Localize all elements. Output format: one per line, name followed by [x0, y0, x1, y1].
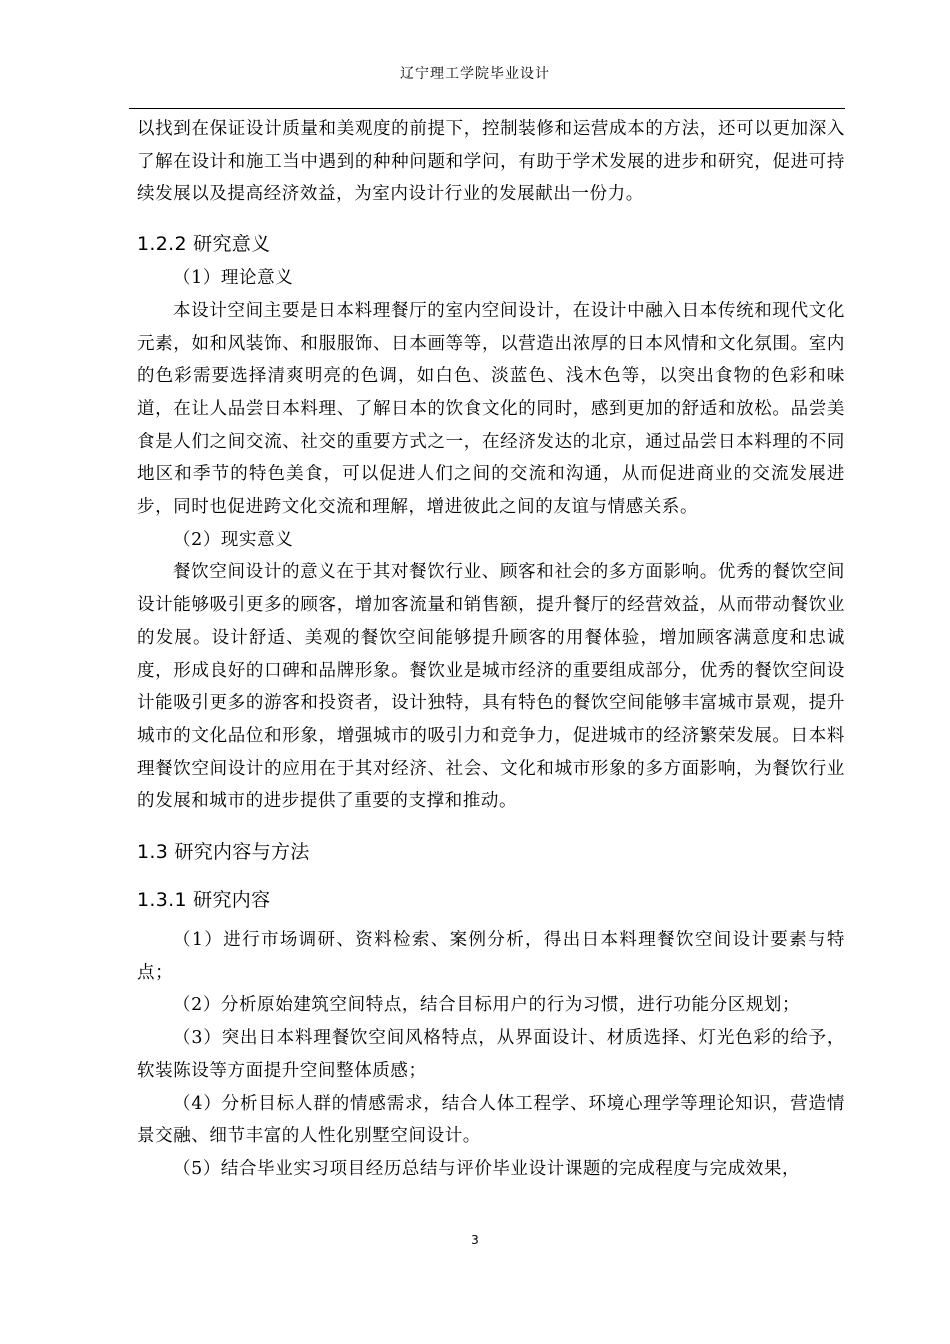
- practical-significance-label: （2）现实意义: [173, 529, 294, 550]
- practical-significance-paragraph: 餐饮空间设计的意义在于其对餐饮行业、顾客和社会的多方面影响。优秀的餐饮空间设计能够吸引更多的顾客，增加客流量和销售额，提升餐厅的经营效益，从而带动餐饮业的发展。设计舒适、美观的餐饮空间能够提升顾客的用餐体验，增加顾客满意度和忠诚度，形成良好的口碑和品牌形象。餐饮业是城市经济的重要组成部分，优秀的餐饮空间设计能吸引更多的游客和投资者，设计独特，具有特色的餐饮空间能够丰富城市景观，提升城市的文化品位和形象，增强城市的吸引力和竞争力，促进城市的经济繁荣发展。日本料理餐饮空间设计的应用在于其对经济、社会、文化和城市形象的多方面影响，为餐饮行业的发展和城市的进步提供了重要的支撑和推动。: [137, 562, 845, 812]
- research-item-3: （3）突出日本料理餐饮空间风格特点，从界面设计、材质选择、灯光色彩的给予，软装陈设等方面提升空间整体质感；: [137, 1028, 845, 1081]
- header-rule: [129, 108, 845, 109]
- intro-paragraph: 以找到在保证设计质量和美观度的前提下，控制装修和运营成本的方法，还可以更加深入了解在设计和施工当中遇到的种种问题和学问，有助于学术发展的进步和研究，促进可持续发展以及提高经济效益，为室内设计行业的发展献出一份力。: [137, 119, 845, 205]
- section-heading-1-3-1: 1.3.1 研究内容: [137, 889, 271, 912]
- section-heading-1-3: 1.3 研究内容与方法: [137, 841, 310, 864]
- research-item-5: （5）结合毕业实习项目经历总结与评价毕业设计课题的完成程度与完成效果，: [173, 1158, 801, 1179]
- research-item-2: （2）分析原始建筑空间特点，结合目标用户的行为习惯，进行功能分区规划；: [173, 995, 801, 1016]
- theory-significance-paragraph: 本设计空间主要是日本料理餐厅的室内空间设计，在设计中融入日本传统和现代文化元素，如和风装饰、和服服饰、日本画等等，以营造出浓厚的日本风情和文化氛围。室内的色彩需要选择清爽明亮的色调，如白色、淡蓝色、浅木色等，以突出食物的色彩和味道，在让人品尝日本料理、了解日本的饮食文化的同时，感到更加的舒适和放松。品尝美食是人们之间交流、社交的重要方式之一，在经济发达的北京，通过品尝日本料理的不同地区和季节的特色美食，可以促进人们之间的交流和沟通，从而促进商业的交流发展进步，同时也促进跨文化交流和理解，增进彼此之间的友谊与情感关系。: [137, 300, 845, 518]
- research-item-4: （4）分析目标人群的情感需求，结合人体工程学、环境心理学等理论知识，营造情景交融、细节丰富的人性化别墅空间设计。: [137, 1093, 845, 1147]
- theory-significance-label: （1）理论意义: [173, 268, 294, 289]
- running-header: 辽宁理工学院毕业设计: [400, 66, 550, 82]
- page-number: 3: [471, 1233, 479, 1247]
- research-item-1: （1）进行市场调研、资料检索、案例分析，得出日本料理餐饮空间设计要素与特点；: [137, 930, 845, 983]
- section-heading-1-2-2: 1.2.2 研究意义: [137, 233, 271, 256]
- page-body: [137, 113, 845, 1186]
